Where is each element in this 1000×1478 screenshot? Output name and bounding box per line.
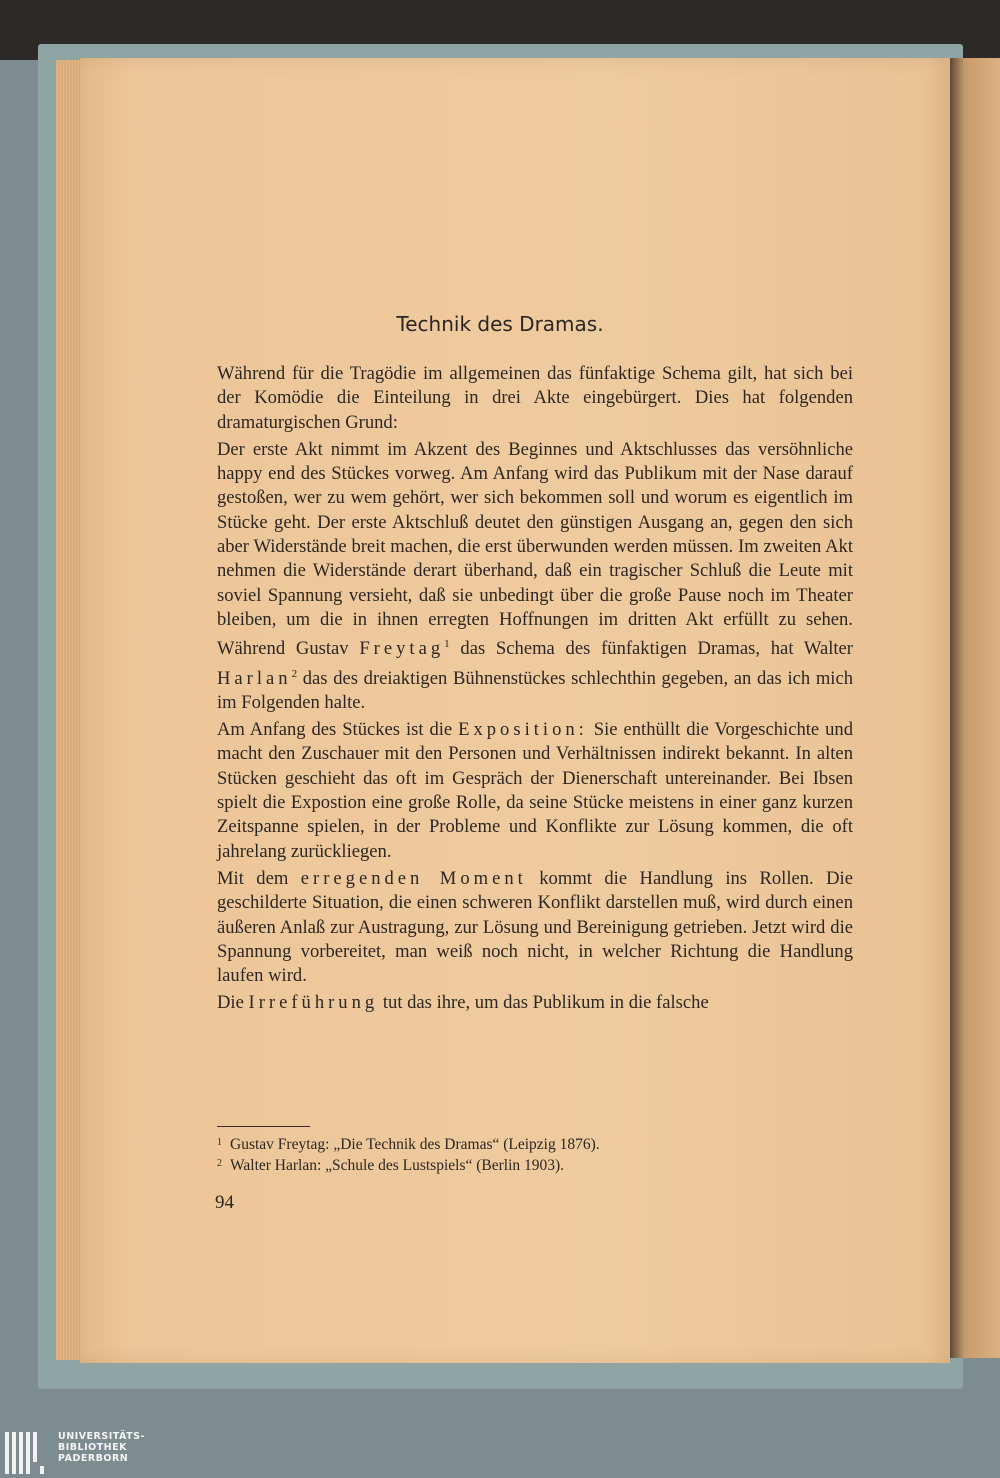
- footnote-reference: 2: [291, 667, 298, 680]
- text-run: Der erste Akt nimmt im Akzent des Beginnes und Aktschlusses das versöhnliche happy end des Stückes vorweg. Am Anfang wird das Publikum mit der Nase darauf gestoßen, wer zu wem gehört, wer sich bekommen soll und worum es eigentlich im Stücke geht. Der erste Aktschluß deutet den günstigen Ausgang an, gegen den sich aber Widerstände breit machen, die erst überwunden werden müssen. Im zweiten Akt nehmen die Widerstände derart überhand, daß ein tragischer Schluß die Leute mit soviel Spannung versieht, daß sie unbedingt über die große Pause noch im Theater bleiben, um die in ihnen erregten Hoffnungen im dritten Akt erfüllt zu sehen. Während Gustav: [217, 438, 853, 660]
- footnote-text: Gustav Freytag: „Die Technik des Dramas“ (Leipzig 1876).: [230, 1136, 600, 1153]
- text-run: Die: [217, 992, 249, 1014]
- text-run: das des dreiaktigen Bühnenstückes schlechthin gegeben, an das ich mich im Folgenden halte.: [217, 667, 853, 713]
- text-run: Am Anfang des Stückes ist die: [217, 719, 459, 741]
- logo-line: UNIVERSITÄTS-: [58, 1431, 145, 1442]
- text-run: Sie enthüllt die Vorgeschichte und macht den Zuschauer mit den Personen und Verhältnissen indirekt bekannt. In alten Stücken geschieht das oft im Gespräch der Dienerschaft untereinander. Bei Ibsen spielt die Expostion eine große Rolle, da seine Stücke meistens in einer ganz kurzen Zeitspanne spielen, in der Probleme und Konflikte zur Lösung kommen, die oft jahrelang zurückliegen.: [217, 719, 853, 862]
- footnote-divider: [217, 1126, 310, 1127]
- emphasized-term: Freytag: [359, 638, 445, 660]
- footnote-reference: 1: [444, 638, 450, 651]
- logo-line: BIBLIOTHEK: [58, 1442, 127, 1453]
- paragraph-2: [217, 438, 853, 715]
- text-run: tut das ihre, um das Publikum in die falsche: [378, 992, 709, 1014]
- page-title: Technik des Dramas.: [396, 312, 604, 336]
- paragraph-3: [217, 718, 853, 864]
- logo-line: PADERBORN: [58, 1453, 129, 1464]
- emphasized-term: Irreführung: [248, 992, 379, 1014]
- library-logo: [0, 1428, 200, 1478]
- paragraph-5: [217, 991, 853, 1015]
- emphasized-term: Harlan: [217, 667, 292, 689]
- paragraph-1: [217, 362, 853, 435]
- text-run: das Schema des fünfaktigen Dramas, hat Walter: [449, 638, 853, 660]
- text-run: Während für die Tragödie im allgemeinen das fünfaktige Schema gilt, hat sich bei der Komödie die Einteilung in drei Akte eingebürgert. Dies hat folgenden dramaturgischen Grund:: [217, 363, 853, 433]
- text-run: Mit dem: [217, 867, 301, 889]
- facing-page-edge: [950, 58, 1000, 1358]
- footnote-mark: 2: [217, 1158, 222, 1169]
- emphasized-term: erregenden Moment: [300, 867, 527, 889]
- footnote-2: [217, 1154, 857, 1175]
- text-run: kommt die Handlung ins Rollen. Die geschilderte Situation, die einen schweren Konflikt darstellen muß, wird durch einen äußeren Anlaß zur Austragung, zur Lösung und Bereinigung getrieben. Jetzt wird die Spannung vorbereitet, man weiß noch nicht, in welcher Richtung die Handlung laufen wird.: [217, 867, 853, 987]
- footnote-1: [217, 1133, 857, 1154]
- footnote-mark: 1: [217, 1137, 222, 1148]
- emphasized-term: Exposition:: [458, 719, 588, 741]
- footnotes: [217, 1133, 857, 1175]
- body-text: [217, 362, 853, 1019]
- paragraph-4: [217, 867, 853, 988]
- library-logo-bars-icon: [5, 1432, 45, 1474]
- library-logo-text: [58, 1431, 145, 1464]
- page-number: 94: [215, 1192, 234, 1213]
- footnote-text: Walter Harlan: „Schule des Lustspiels“ (Berlin 1903).: [230, 1157, 565, 1174]
